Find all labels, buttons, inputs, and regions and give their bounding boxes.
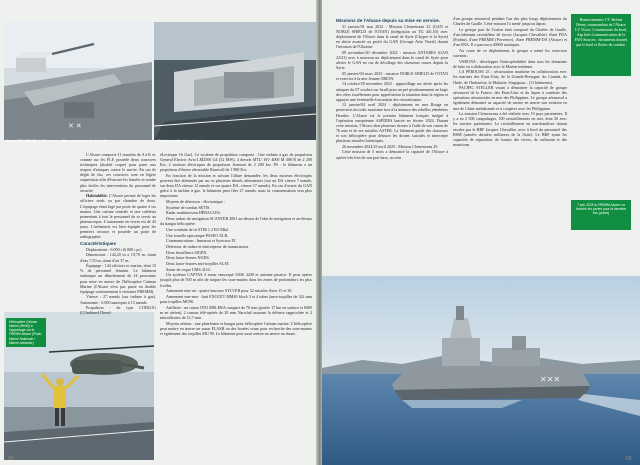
- para: Cette mission de 5 mois a démontré la capacité de l'Alsace à opérer très loin de son port base, au sein: [336, 149, 448, 160]
- para: Au cours de ce déploiement, le groupe a mené les exercices suivants :: [453, 47, 567, 58]
- para: L'Alsace comporte 11 tranches de A à K et, comme sur les FLF, possède deux coursives techniques (double coque) pour parer aux risques d'attaques contre le navire. En cas de dégât de feu, ces coursives sont en légère surpression afin d'évacuer les fumées et rendre plus faciles les interventions du personnel de sécurité.: [80, 152, 156, 193]
- caption-bow-gun: Canon OTO MELARA de 76 mm avec affleurante des missiles Aster 15: [6, 139, 107, 143]
- para: Deux brouilleurs SIGEN.: [166, 249, 208, 255]
- para: Artillerie : un canon OTO MELERA compact de 76 mm (portée 17 km en surface et 6000 m en aérien), 2 canons télé-opérés de 20 mm Narwhal assurant la défense rapprochée et 2 mitrailleuses de 12,7 mm.: [160, 304, 312, 320]
- para: éLectrique Or Gaz). Ce système de propulsion comporte : Une turbine à gaz de propulsion General Electric Avio LM2500 G4 (32 MW), 4 diesels MTU 16V 4000 M 408 B de 2 200 Kw, 2 moteurs électriques de propulsion Jeumont de 2 200 kw. PS : le bâtiment a un propulseur d'étrave rétractable Brunvoll de 1 880 Kw.: [160, 152, 312, 173]
- para: 12 janvier/04 avril 2024 : déploiement en mer Rouge en protection du trafic maritime face à la menace des rebelles yéménites Houthis. L'Alsace est le premier bâtiment français intégré à l'opération européenne ASPIDES lancée en février 2024. Durant cette mission, l'Alsace abat plusieurs drones à l'aide de son canon de 76 mm et de ses missiles ASTER. Le bâtiment guide des chasseurs et son hélicoptère pour détruire les drones suicides et intercepte plusieurs missiles balistiques.: [336, 102, 448, 144]
- para: 31 janvier/01 mai 2022 : Mission Clemenceau 22 (GAN et NOBLE SHIELD de l'OTAN) (intégration au TG 441.03) avec déploiement de l'Alsace dans le canal de Syrie (Chypre et la Syrie) en alerte avancée au profit du GAN (Groupe Aéro Naval) durant l'invasion de l'Ukraine.: [336, 23, 448, 49]
- para: La mission Clemenceau a été réalisée avec 19 pays partenaires. Il y a eu 2 500 catapultages, 100 ravitaillements en mer, dont 20 avec les navires partenaires. Le ravitaillement en marchandises durant escales par le BRF Jacques Chevallier avec à bord du personnel des BSM (armées dernière milliaires de la flotte). Le BRF ayant les capacités de réparation, de fournir des vivres, de carburant et des munitions.: [453, 111, 567, 147]
- page-number-right: 69: [626, 456, 632, 462]
- para: Deux lance-leurres anti-torpilles SLAT.: [166, 261, 230, 266]
- caption-helicopter: Hélicoptère Caïman Marine (NH90) à l'appontage sur la FREMM Alsace (Photo Marine Nationale / Marine nationale): [6, 318, 46, 347]
- para: PACIFIC STELLER visant à démontrer la capacité de groupe aéronaval de la France, des Etats-Unis et du Japon à conduire des opérations aéronavales en mer des Philippines. Le groupe aéronaval a également démontré sa capacité de mettre en œuvre son aviation en mer de Chine méridionale et à coopérer avec les Philippines.: [453, 85, 567, 111]
- photo-bow-gun: [4, 22, 152, 140]
- photo-caption-tag: 7 juin 2025 la FREMM Alsace va franchir les portes pour la dernière fois (photo): [571, 200, 631, 230]
- para: En fonction de la mission et suivant l'allure demandée, les deux moteurs électriques peuvent être alimentés par un ou plusieurs diesels alternateurs (sur un DA vitesse 7 nœuds, sur deux DA vitesse 12 nœuds et sur quatre DA, vitesse 17 nœuds). En cas d'avarie du GAN grâce à la turbine à gaz, le bâtiment peut filer 27 nœuds, mais la consommation sera plus importante.: [160, 172, 312, 199]
- para: Deux lance-leurres NGDS.: [166, 255, 210, 261]
- para: LA PÉROUSE 25 : sécurisation maritime en collaboration avec les marines des Etats-Unis, de la Grande-Bretagne, du Canada, de l'Inde, de l'Indonésie, la Malaisie, Singapour... (11 bâtiments).: [453, 69, 567, 85]
- page-number-left: 68: [8, 456, 14, 462]
- svg-text:✕ ✕: ✕ ✕: [68, 123, 82, 130]
- spec: Équipage : 144 officiers et marins, dont 15 % de personnel féminin. Le bâtiment embarque un détachement de 14 personnes pour mise en œuvre de l'hélicoptère Caïman Marine (l'Alsace n'est pas passé en double équipage contrairement à certaines FREMM).: [80, 263, 156, 294]
- caption-heli-deck: Plateforme hélicoptère et hangar: [158, 139, 205, 143]
- para: Le groupe part de Toulon était composé du Charles de Gaulle, d'un bâtiment ravitailleur de forces (Jacques Chevallier) d'une FDA (Forbin), d'une FREMM (Provence), d'une FREMM-DA (Alsace) et d'un SNA. Il a parcouru 40000 nautiques.: [453, 26, 567, 48]
- para: Moyens aériens : une plateforme et hangar pour hélicoptère Caïman marine. L'hélicoptère peut mettre en œuvre un sonar FLASH ou des bouées sonar pour recherche des sous-marins et également des torpilles MU 90. Le bâtiment peut aussi mettre en œuvre un drone.: [160, 320, 312, 336]
- para: Armement mer-mer : huit EXOCET MM40 block 3 et 4 tubes lance-torpilles de 324 mm pour torpilles MU90.: [160, 293, 312, 305]
- para: d'un groupe aéronaval pendant l'un des plus longs déploiements du Charles de Gaulle. Cette mission l'a mené jusqu'au Japon.: [453, 16, 567, 27]
- para: VARUNA : développer l'interopérabilité dans tous les domaines de lutte en collaboration avec la Marine indienne.: [453, 58, 567, 69]
- spec: Déplacement : 6 000 t (6 000 t pc): [86, 246, 142, 252]
- photo-heli-deck: [154, 22, 316, 140]
- keyword: Habitabilité.: [86, 193, 108, 199]
- photo-ship-at-sea: [322, 276, 640, 465]
- para: 14 octobre/29 novembre 2023 : appareillage sur alerte après les attaques du 07 octobre sur Israël pour un pré positionnement au large des côtes israéliennes pour appréciation la situation dans la région et appuyer une éventuelle évacuation des ressortissants.: [336, 81, 448, 102]
- para: Une conduite de tir STIR 1.2 EO Mk2.: [166, 226, 230, 232]
- para: Radar multimission HÉRACLES.: [166, 210, 221, 216]
- svg-text:✕✕✕: ✕✕✕: [540, 375, 561, 384]
- spec: Vitesse : 27 nœuds (sur turbine à gaz). Autonomie : 6 000 nautiques à 15 nœuds.: [80, 294, 156, 305]
- para-habitabilite: [80, 193, 156, 239]
- right-column-2: [453, 16, 567, 276]
- para: 05 janvier/04 mars 2023 : mission NOBLE SHIELD de l'OTAN et exercice à la mer Jeanne ORION.: [336, 70, 448, 81]
- left-page: [0, 0, 318, 465]
- para: Armement mer-air : quatre lanceurs SYLVER pour 32 missiles Aster 15 et 30.: [166, 288, 293, 294]
- para-text: L'Alsace permet de loger les officiers seuls ou par chambre de deux. L'équipage étant logé par poste de quatre à six marins. Une cuisine centrale et une cafétéria permettent à tout le personnel de se servir au plateau-repas. L'autonomie en vivres est de 45 jours. L'infirmerie est bien équipée pour les premiers secours et possède un poste de radiographie.: [80, 193, 156, 240]
- left-column-2: [160, 152, 312, 460]
- spec: Dimensions : 142,20 m x 19,70 m, tirant d'eau 7,50 m, tirant d'air 37 m.: [80, 252, 156, 263]
- section-heading: Caractéristiques: [80, 240, 117, 246]
- credits-box: Remerciements CV Jérôme Henry, commandant de l'Alsace LV Victor, Commissaire du bord, Asp Inès Communication de la FAN Sources : documents donnés par le bord et flottes de combat.: [571, 14, 631, 76]
- para: Un système CAPTAS 4 sonar remorqué UMS 4249 et antenne passive. Il peut opérer jusqu'à plus de 500 m afin de traquer les sous-marins dans les zones de profondeurs les plus froides.: [160, 272, 312, 288]
- para: 26 novembre 2024/25 avril 2025 : Mission Clemenceau 25.: [342, 143, 439, 149]
- para: Moyens de détection - électronique :: [166, 199, 226, 205]
- spec: Propulsion : du type CODLOG (COmbined Diesel-: [80, 305, 156, 316]
- para: Système de combat SETIS.: [166, 204, 211, 210]
- para: 09 novembre/20 décembre 2022 : mission ANTARES (GAN 22/23) avec à nouveau un déploiement dans le canal de Syrie pour alerter le GAN en cas de décollage des chasseurs russes depuis la Syrie.: [336, 49, 448, 70]
- para: Communications : Inmarsat et Syracuse IV.: [166, 238, 237, 244]
- right-column-1: [336, 16, 448, 278]
- missions-heading: Missions de l'Alsace depuis sa mise en service.: [336, 17, 440, 23]
- para: Une tourelle optronique PASEO XLR.: [166, 232, 229, 238]
- para: Deux radars de navigation SCANTER 2001 au-dessus de l'abri de navigation et au-dessus du hangar hélicoptère.: [160, 216, 312, 227]
- left-column-1: [80, 152, 156, 316]
- para: Sonar de coque UMS 4110.: [166, 266, 211, 272]
- para: Détecteur de radars et intercepteur de transmission.: [166, 243, 250, 249]
